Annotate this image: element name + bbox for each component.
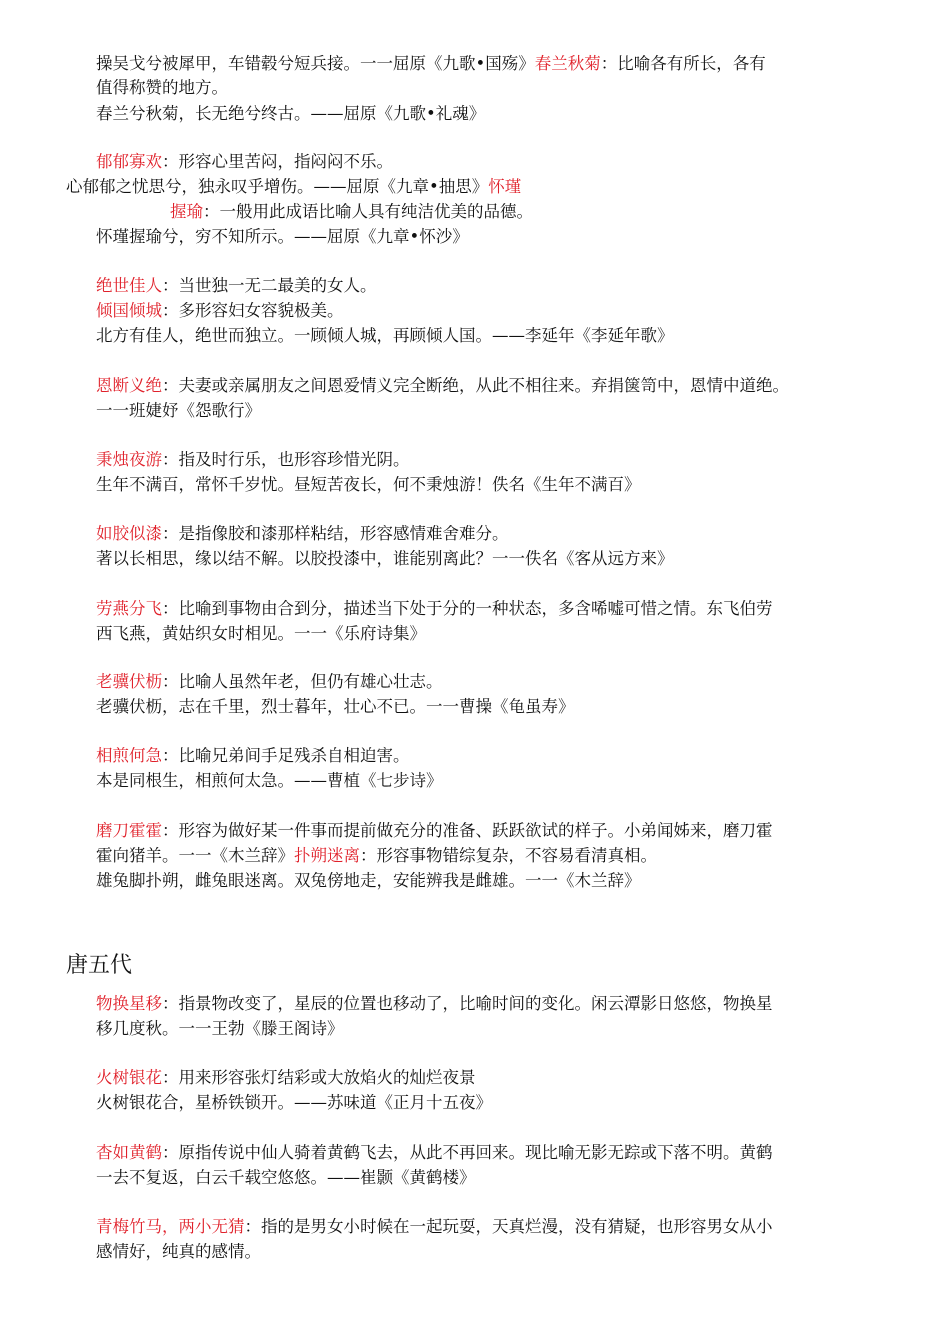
entry-qingmei (96, 1215, 773, 1239)
quote-text: 西飞燕，黄姑织女时相见。一一《乐府诗集》 (96, 624, 426, 643)
quote-text: 北方有佳人，绝世而独立。一顾倾人城，再顾倾人国。——李延年《李延年歌》 (96, 326, 674, 345)
entry-wuhuan (96, 992, 773, 1016)
idiom-term: 倾国倾城 (96, 301, 162, 320)
idiom-term: 物换星移 (96, 994, 162, 1013)
quote-text: 怀瑾握瑜兮，穷不知所示。——屈原《九章•怀沙》 (96, 227, 469, 246)
entry-huaijin (170, 200, 533, 224)
idiom-term: 相煎何急 (96, 746, 162, 765)
entry-modao (96, 819, 773, 843)
quote-text: 本是同根生，相煎何太急。——曹植《七步诗》 (96, 771, 443, 790)
entry-jueshi (96, 274, 377, 298)
quote-text: 雄兔脚扑朔，雌兔眼迷离。双兔傍地走，安能辨我是雌雄。一一《木兰辞》 (96, 871, 641, 890)
quote-text: 一一班婕妤《怨歌行》 (96, 401, 261, 420)
idiom-term: 郁郁寡欢 (96, 152, 162, 171)
definition-text: ：比喻兄弟间手足残杀自相迫害。 (162, 746, 410, 765)
idiom-term: 握瑜 (170, 202, 203, 221)
quote-text: 著以长相思，缘以结不解。以胶投漆中，谁能别离此？一一佚名《客从远方来》 (96, 549, 674, 568)
idiom-term: 怀瑾 (488, 177, 522, 196)
quote-text: 生年不满百，常怀千岁忧。昼短苦夜长，何不秉烛游！佚名《生年不满百》 (96, 475, 641, 494)
definition-text: ：形容事物错综复杂，不容易看清真相。 (360, 846, 657, 865)
section-heading: 唐五代 (66, 953, 133, 978)
quote-text: 霍向猪羊。一一《木兰辞》 (96, 846, 294, 865)
quote-text: 操吴戈兮被犀甲，车错毂兮短兵接。一一屈原《九歌•国殇》 (96, 54, 535, 73)
quote-text: 心郁郁之忧思兮，独永叹乎增伤。——屈原《九章•抽思》 (66, 177, 489, 196)
idiom-term: 火树银花 (96, 1068, 162, 1087)
quote-text: 春兰兮秋菊，长无绝兮终古。——屈原《九歌•礼魂》 (96, 104, 486, 123)
entry-qingguo (96, 299, 344, 323)
entry-laoji (96, 670, 443, 694)
entry-bingzhu (96, 448, 410, 472)
entry-modao-line2 (96, 844, 657, 868)
quote-text: 火树银花合，星桥铁锁开。——苏味道《正月十五夜》 (96, 1093, 492, 1112)
definition-text: ：夫妻或亲属朋友之间恩爱情义完全断绝，从此不相往来。弃捐箧笥中，恩情中道绝。 (162, 376, 789, 395)
entry-chunlan-line1 (96, 52, 766, 76)
definition-text: ：原指传说中仙人骑着黄鹤飞去，从此不再回来。现比喻无影无踪或下落不明。黄鹤 (162, 1143, 773, 1162)
quote-text: 老骥伏枥，志在千里，烈士暮年，壮心不已。一一曹操《龟虽寿》 (96, 697, 575, 716)
idiom-term: 老骥伏枥 (96, 672, 162, 691)
idiom-term: 春兰秋菊 (534, 54, 601, 73)
definition-text: ：比喻人虽然年老，但仍有雄心壮志。 (162, 672, 443, 691)
definition-text: ：形容心里苦闷，指闷闷不乐。 (162, 152, 393, 171)
definition-text: ：是指像胶和漆那样粘结，形容感情难舍难分。 (162, 524, 509, 543)
definition-text: ：当世独一无二最美的女人。 (162, 276, 377, 295)
definition-text: ：比喻各有所长，各有 (600, 54, 766, 73)
definition-text: ：指的是男女小时候在一起玩耍，天真烂漫，没有猜疑，也形容男女从小 (244, 1217, 773, 1236)
idiom-term: 青梅竹马，两小无猜 (96, 1217, 245, 1236)
idiom-term: 磨刀霍霍 (96, 821, 162, 840)
entry-yuyu (96, 150, 393, 174)
entry-huoshu (96, 1066, 476, 1090)
quote-text: 移几度秋。一一王勃《滕王阁诗》 (96, 1019, 344, 1038)
definition-text: ：用来形容张灯结彩或大放焰火的灿烂夜景 (162, 1068, 476, 1087)
idiom-term: 秉烛夜游 (96, 450, 162, 469)
idiom-term: 恩断义绝 (96, 376, 162, 395)
definition-text: ：形容为做好某一件事而提前做充分的准备、跃跃欲试的样子。小弟闻姊来，磨刀霍 (162, 821, 773, 840)
definition-text: ：比喻到事物由合到分，描述当下处于分的一种状态，多含唏嘘可惜之情。东飞伯劳 (162, 599, 773, 618)
entry-laoyan (96, 597, 773, 621)
idiom-term: 如胶似漆 (96, 524, 162, 543)
entry-yaoru (96, 1141, 773, 1165)
definition-text: ：指景物改变了，星辰的位置也移动了，比喻时间的变化。闲云潭影日悠悠，物换星 (162, 994, 773, 1013)
idiom-term: 绝世佳人 (96, 276, 162, 295)
idiom-term: 劳燕分飞 (96, 599, 162, 618)
entry-xiangjian (96, 744, 410, 768)
quote-text: 感情好，纯真的感情。 (96, 1242, 261, 1261)
definition-text: ：一般用此成语比喻人具有纯洁优美的品德。 (203, 202, 533, 221)
entry-rujiao (96, 522, 509, 546)
idiom-term: 扑朔迷离 (294, 846, 360, 865)
definition-text: ：多形容妇女容貌极美。 (162, 301, 344, 320)
definition-text: ：指及时行乐，也形容珍惜光阴。 (162, 450, 410, 469)
quote-text: 一去不复返，白云千载空悠悠。——崔颢《黄鹤楼》 (96, 1168, 476, 1187)
entry-yuyu-quote (66, 175, 521, 199)
definition-text: 值得称赞的地方。 (96, 78, 228, 97)
entry-enduan (96, 374, 789, 398)
idiom-term: 杳如黄鹤 (96, 1143, 162, 1162)
